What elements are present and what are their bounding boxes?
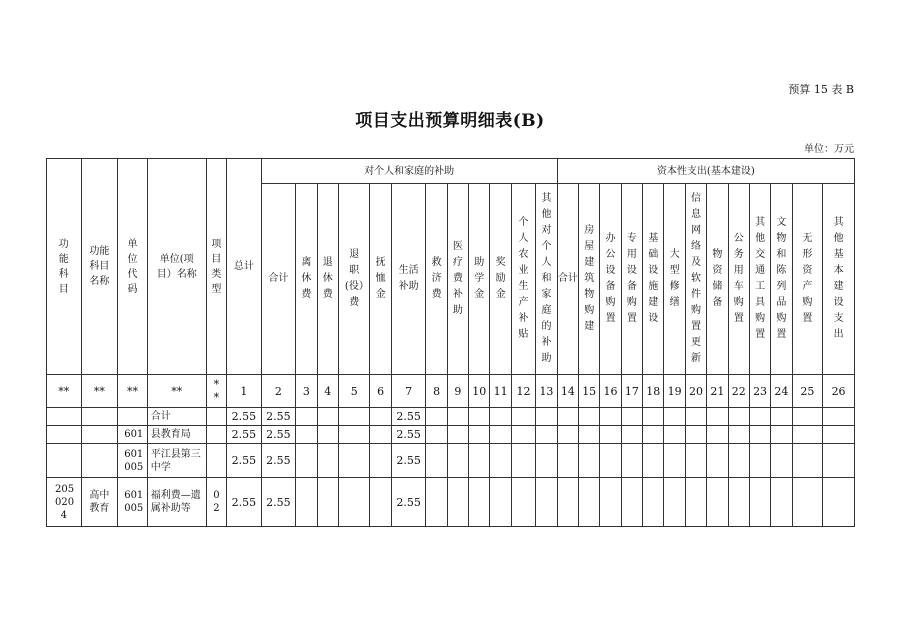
form-code-label: 预算 15 表 B [788,83,854,96]
cell-empty [536,426,557,444]
cell-empty [370,408,391,426]
cell-unit-name: 县教育局 [147,426,206,444]
cell-empty [749,444,770,478]
cell-empty [621,426,642,444]
cell-personal-total: 2.55 [261,478,296,527]
cell-unit-code: 601 005 [118,478,148,527]
cell-empty [579,408,600,426]
col-header-unit-name: 单位(项目）名称 [147,159,206,375]
cell-unit-name: 福利费—遗属补助等 [147,478,206,527]
cell-empty [792,478,823,527]
index-cell: 19 [664,375,685,408]
index-cell: 13 [536,375,557,408]
cell-empty [490,478,511,527]
cell-func-subject-name [81,426,118,444]
index-cell: 12 [511,375,535,408]
index-cell: 8 [426,375,447,408]
index-cell: 10 [469,375,490,408]
cell-empty [536,444,557,478]
cell-empty [792,408,823,426]
cell-empty [664,478,685,527]
index-cell: ** [81,375,118,408]
cell-empty [338,426,370,444]
index-cell: ** [206,375,226,408]
cell-empty [296,426,317,444]
cell-empty [557,478,578,527]
index-cell: ** [118,375,148,408]
cell-empty [728,408,749,426]
cell-empty [317,444,338,478]
cell-func-subject [47,426,82,444]
cell-empty [426,444,447,478]
cell-unit-name: 平江县第三中学 [147,444,206,478]
cell-empty [317,426,338,444]
cell-func-subject [47,408,82,426]
subcol-header-personal-5: 生活补助 [391,184,426,375]
cell-empty [511,408,535,426]
cell-project-type [206,426,226,444]
index-cell: 3 [296,375,317,408]
index-cell: 4 [317,375,338,408]
cell-empty [579,444,600,478]
subcol-header-personal-1: 离休费 [296,184,317,375]
cell-empty [426,408,447,426]
cell-empty [338,478,370,527]
cell-empty [621,408,642,426]
index-cell: 26 [823,375,855,408]
cell-empty [490,408,511,426]
subcol-header-personal-3: 退职(役）费 [338,184,370,375]
cell-empty [317,408,338,426]
subcol-header-capital-3: 专用设备购置 [621,184,642,375]
subcol-header-capital-1: 房屋建筑物购建 [579,184,600,375]
subcol-header-capital-2: 办公设备购置 [600,184,621,375]
cell-empty [685,426,706,444]
cell-total: 2.55 [227,426,262,444]
subcol-header-personal-7: 医疗费补助 [447,184,468,375]
cell-empty [536,408,557,426]
table-row [47,444,855,478]
cell-empty [749,408,770,426]
index-cell: 5 [338,375,370,408]
index-row [47,375,855,408]
cell-empty [707,408,728,426]
table-row [47,426,855,444]
cell-empty [447,408,468,426]
subcol-header-personal-8: 助学金 [469,184,490,375]
cell-living-subsidy: 2.55 [391,478,426,527]
cell-empty [490,426,511,444]
cell-empty [469,426,490,444]
subcol-header-personal-6: 救济费 [426,184,447,375]
cell-unit-code [118,408,148,426]
cell-empty [536,478,557,527]
index-cell: 7 [391,375,426,408]
index-cell: ** [47,375,82,408]
cell-empty [426,426,447,444]
col-header-project-type: 项目类型 [206,159,226,375]
index-cell: 22 [728,375,749,408]
cell-total: 2.55 [227,444,262,478]
index-cell: 20 [685,375,706,408]
cell-empty [823,478,855,527]
cell-empty [621,478,642,527]
cell-project-type: 0 2 [206,478,226,527]
cell-total: 2.55 [227,478,262,527]
cell-func-subject-name [81,444,118,478]
subcol-header-personal-0: 合计 [261,184,296,375]
cell-empty [771,478,792,527]
index-cell: 11 [490,375,511,408]
subcol-header-capital-9: 其他交通工具购置 [749,184,770,375]
cell-empty [728,478,749,527]
cell-unit-name: 合计 [147,408,206,426]
cell-empty [771,426,792,444]
cell-empty [579,478,600,527]
cell-empty [338,444,370,478]
cell-func-subject-name: 高中教育 [81,478,118,527]
cell-empty [600,408,621,426]
group-header-personal-subsidy: 对个人和家庭的补助 [261,159,557,184]
cell-unit-code: 601 005 [118,444,148,478]
subcol-header-personal-2: 退休费 [317,184,338,375]
cell-empty [685,408,706,426]
cell-empty [557,408,578,426]
col-header-func-subject-name: 功能科目名称 [81,159,118,375]
subcol-header-capital-0: 合计 [557,184,578,375]
subcol-header-capital-12: 其他基本建设支出 [823,184,855,375]
cell-empty [370,426,391,444]
index-cell: 18 [643,375,664,408]
subcol-header-personal-9: 奖励金 [490,184,511,375]
cell-empty [728,444,749,478]
budget-table [46,158,855,527]
col-header-unit-code: 单位代码 [118,159,148,375]
cell-empty [426,478,447,527]
group-header-capital-expense: 资本性支出(基本建设) [557,159,854,184]
cell-empty [749,478,770,527]
cell-personal-total: 2.55 [261,426,296,444]
cell-empty [490,444,511,478]
cell-empty [792,426,823,444]
cell-empty [317,478,338,527]
cell-empty [643,426,664,444]
cell-empty [823,426,855,444]
index-cell: ** [147,375,206,408]
cell-empty [447,444,468,478]
col-header-total: 总计 [227,159,262,375]
cell-empty [447,478,468,527]
cell-project-type [206,444,226,478]
cell-empty [370,444,391,478]
subcol-header-capital-11: 无形资产购置 [792,184,823,375]
cell-empty [469,478,490,527]
cell-living-subsidy: 2.55 [391,408,426,426]
index-cell: 9 [447,375,468,408]
unit-label: 单位：万元 [804,144,854,155]
cell-project-type [206,408,226,426]
subcol-header-capital-7: 物资储备 [707,184,728,375]
cell-empty [296,478,317,527]
index-cell: 2 [261,375,296,408]
cell-empty [664,426,685,444]
cell-unit-code: 601 [118,426,148,444]
cell-func-subject-name [81,408,118,426]
header-row-groups [47,159,855,184]
cell-empty [557,444,578,478]
cell-empty [664,444,685,478]
cell-empty [600,426,621,444]
cell-empty [728,426,749,444]
cell-personal-total: 2.55 [261,408,296,426]
cell-empty [370,478,391,527]
index-cell: 16 [600,375,621,408]
subcol-header-capital-10: 文物和陈列品购置 [771,184,792,375]
cell-empty [557,426,578,444]
cell-empty [707,444,728,478]
cell-empty [600,478,621,527]
subcol-header-capital-8: 公务用车购置 [728,184,749,375]
cell-empty [511,478,535,527]
cell-empty [685,444,706,478]
cell-empty [338,408,370,426]
subcol-header-personal-4: 抚恤金 [370,184,391,375]
cell-empty [823,408,855,426]
cell-empty [447,426,468,444]
cell-empty [823,444,855,478]
cell-empty [600,444,621,478]
cell-living-subsidy: 2.55 [391,444,426,478]
cell-personal-total: 2.55 [261,444,296,478]
index-cell: 14 [557,375,578,408]
cell-empty [296,408,317,426]
subcol-header-capital-5: 大型修缮 [664,184,685,375]
cell-func-subject: 205 020 4 [47,478,82,527]
table-row [47,478,855,527]
cell-empty [707,478,728,527]
cell-empty [707,426,728,444]
cell-empty [685,478,706,527]
cell-func-subject [47,444,82,478]
cell-total: 2.55 [227,408,262,426]
table-row [47,408,855,426]
cell-empty [511,426,535,444]
cell-empty [469,444,490,478]
cell-empty [792,444,823,478]
subcol-header-personal-11: 其他对个人和家庭的补助 [536,184,557,375]
index-cell: 25 [792,375,823,408]
subcol-header-capital-4: 基础设施建设 [643,184,664,375]
index-cell: 15 [579,375,600,408]
cell-empty [511,444,535,478]
index-cell: 24 [771,375,792,408]
cell-empty [771,444,792,478]
cell-empty [749,426,770,444]
subcol-header-capital-6: 信息网络及软件购置更新 [685,184,706,375]
cell-empty [579,426,600,444]
cell-empty [296,444,317,478]
cell-empty [643,478,664,527]
index-cell: 1 [227,375,262,408]
index-cell: 23 [749,375,770,408]
cell-empty [771,408,792,426]
cell-empty [664,408,685,426]
page-title: 项目支出预算明细表(B) [355,111,545,131]
index-cell: 17 [621,375,642,408]
index-cell: 6 [370,375,391,408]
cell-empty [643,444,664,478]
cell-empty [643,408,664,426]
subcol-header-personal-10: 个人农业生产补贴 [511,184,535,375]
cell-empty [469,408,490,426]
index-cell: 21 [707,375,728,408]
col-header-func-subject: 功能科目 [47,159,82,375]
cell-living-subsidy: 2.55 [391,426,426,444]
cell-empty [621,444,642,478]
